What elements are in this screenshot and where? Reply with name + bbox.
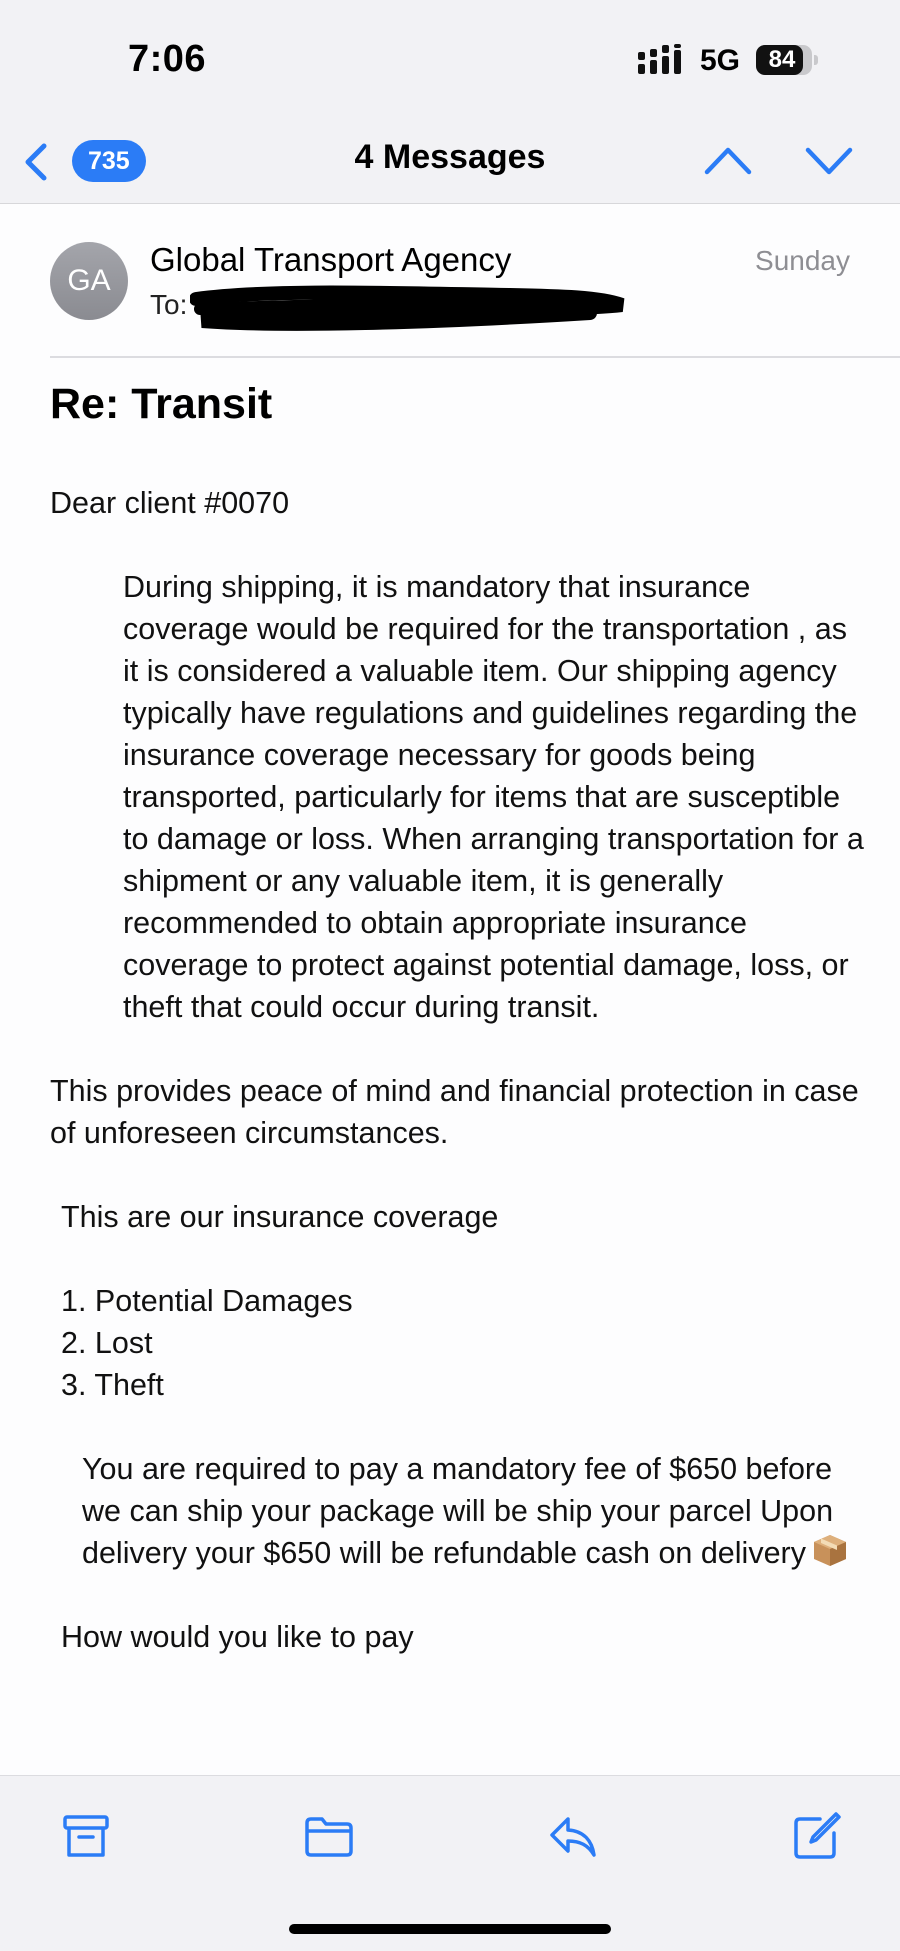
message-header <box>0 205 900 357</box>
list-item: 1. Potential Damages <box>61 1284 353 1318</box>
divider <box>50 356 900 358</box>
message-date: Sunday <box>755 245 850 276</box>
reply-button[interactable] <box>548 1811 598 1861</box>
redacted-recipient-scribble <box>190 283 630 331</box>
status-time: 7:06 <box>128 38 207 80</box>
home-indicator <box>289 1924 611 1934</box>
compose-button[interactable] <box>792 1811 842 1861</box>
archive-icon <box>61 1811 111 1861</box>
payment-text: You are required to pay a mandatory fee of $650 before we can ship your package will be ship your parcel Upon delivery your $650 will be refundable cash on delivery <box>82 1452 834 1570</box>
closing-line: How would you like to pay <box>61 1620 414 1654</box>
unread-count-badge: 735 <box>72 140 146 182</box>
status-bar <box>0 0 900 118</box>
navigation-bar <box>0 118 900 204</box>
message-body <box>50 482 870 1658</box>
package-icon <box>812 1533 848 1567</box>
body-paragraph-payment <box>50 1448 870 1574</box>
list-item: 3. Theft <box>61 1368 164 1402</box>
recipient-label: To: <box>150 289 188 320</box>
greeting: Dear client #0070 <box>50 486 290 520</box>
sender-name[interactable]: Global Transport Agency <box>150 241 512 278</box>
reply-icon <box>548 1811 598 1861</box>
message-subject: Re: Transit <box>50 380 273 428</box>
body-paragraph: During shipping, it is mandatory that insurance coverage would be required for the transportation , as it is considered a valuable item. Our shipping agency typically have regulations and guidelines regarding the insurance coverage necessary for goods being transported, particularly for items that are susceptible to damage or loss. When arranging transportation for a shipment or any valuable item, it is generally recommended to obtain appropriate insurance coverage to protect against potential damage, loss, or theft that could occur during transit. <box>123 570 864 1024</box>
previous-message-button[interactable] <box>703 140 753 180</box>
body-paragraph: This provides peace of mind and financial protection in case of unforeseen circumstances. <box>50 1074 859 1150</box>
compose-icon <box>792 1811 842 1861</box>
battery-icon <box>756 45 818 75</box>
signal-strength-icon <box>638 44 686 74</box>
list-item: 2. Lost <box>61 1326 153 1360</box>
network-type: 5G <box>700 44 741 77</box>
battery-percentage: 84 <box>768 46 796 73</box>
coverage-intro: This are our insurance coverage <box>61 1200 499 1234</box>
archive-button[interactable] <box>61 1811 111 1861</box>
next-message-button[interactable] <box>804 140 854 180</box>
move-to-folder-button[interactable] <box>304 1811 354 1861</box>
bottom-toolbar <box>0 1775 900 1951</box>
folder-icon <box>304 1811 354 1861</box>
avatar[interactable]: GA <box>50 242 128 320</box>
page-title: 4 Messages <box>354 138 546 176</box>
